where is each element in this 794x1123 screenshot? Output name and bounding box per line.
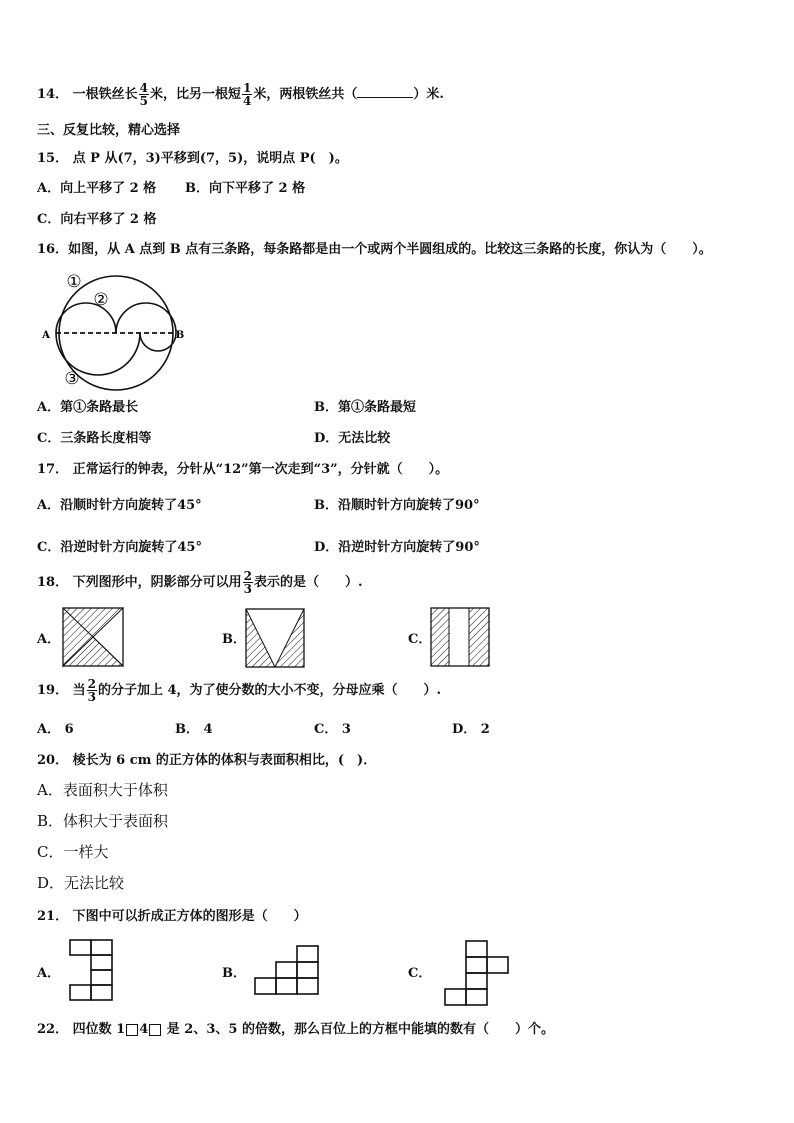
q18-option-c-label[interactable]: C． <box>408 632 432 647</box>
q19-option-a[interactable]: A． 6 <box>37 722 74 737</box>
q18-text-1: 18． 下列图形中，阴影部分可以用 <box>37 575 242 590</box>
q19-option-b[interactable]: B． 4 <box>175 722 213 737</box>
q22-ones-box[interactable] <box>149 1024 161 1036</box>
q16-option-b[interactable]: B．第①条路最短 <box>314 400 416 415</box>
q18-fraction: $\frac{2}{3}$ <box>243 569 252 596</box>
q14-number: 14． <box>37 87 69 102</box>
q14-text-2: 米，比另一根短 <box>150 87 242 102</box>
q17-option-c[interactable]: C．沿逆时针方向旋转了45° <box>37 540 202 555</box>
q22-text-2: 4 <box>139 1022 149 1037</box>
q20-option-d[interactable]: D．无法比较 <box>37 874 125 892</box>
q14-text-4: ）米. <box>413 87 444 102</box>
q17-option-d[interactable]: D．沿逆时针方向旋转了90° <box>314 540 480 555</box>
question-22-stem <box>37 1018 554 1037</box>
q21-option-a-label[interactable]: A． <box>37 966 61 981</box>
q19-fraction: $\frac{2}{3}$ <box>87 677 96 704</box>
q16-option-d[interactable]: D．无法比较 <box>314 431 391 446</box>
q21-option-b-label[interactable]: B． <box>222 966 246 981</box>
q20-option-b[interactable]: B．体积大于表面积 <box>37 812 169 830</box>
q14-answer-blank[interactable] <box>357 85 413 98</box>
q15-option-a[interactable]: A．向上平移了 2 格 <box>37 181 157 196</box>
q15-option-b[interactable]: B．向下平移了 2 格 <box>185 181 306 196</box>
q14-text-3: 米，两根铁丝共（ <box>253 87 358 102</box>
q16-option-c[interactable]: C．三条路长度相等 <box>37 431 152 446</box>
question-15-stem: 15． 点 P 从(7，3)平移到(7，5)，说明点 P( )。 <box>37 151 348 166</box>
q19-option-c[interactable]: C． 3 <box>314 722 351 737</box>
q16-label-path-3: ③ <box>64 369 80 389</box>
question-14 <box>37 82 444 107</box>
q18-option-a-label[interactable]: A． <box>37 632 61 647</box>
q16-label-b: B <box>175 330 185 341</box>
q16-option-a[interactable]: A．第①条路最长 <box>37 400 139 415</box>
q16-label-path-1: ① <box>66 272 82 292</box>
q15-option-c[interactable]: C．向右平移了 2 格 <box>37 212 157 227</box>
q21-net-b[interactable] <box>255 946 321 996</box>
q18-figure-b[interactable] <box>246 609 304 667</box>
q18-option-b-label[interactable]: B． <box>222 632 246 647</box>
q16-label-a: A <box>42 330 50 341</box>
q20-option-a[interactable]: A．表面积大于体积 <box>37 781 168 799</box>
question-18-stem <box>37 570 363 595</box>
q20-option-c[interactable]: C．一样大 <box>37 843 109 861</box>
q14-text-1: 一根铁丝长 <box>72 87 138 102</box>
q19-option-d[interactable]: D． 2 <box>452 722 490 737</box>
q14-fraction-1: $\frac{4}{5}$ <box>139 81 148 108</box>
q22-text-3: 是 2、3、5 的倍数，那么百位上的方框中能填的数有（ ）个。 <box>162 1022 554 1037</box>
q18-figure-c[interactable] <box>431 608 489 666</box>
q22-hundreds-box[interactable] <box>126 1024 138 1036</box>
question-21-stem: 21． 下图中可以折成正方体的图形是（ ） <box>37 909 307 924</box>
q22-text-1: 22． 四位数 1 <box>37 1022 126 1037</box>
q21-net-c[interactable] <box>445 941 513 1007</box>
q21-option-c-label[interactable]: C． <box>408 966 432 981</box>
q18-text-2: 表示的是（ ）. <box>253 575 363 590</box>
q19-text-2: 的分子加上 4，为了使分数的大小不变，分母应乘（ ）. <box>97 683 442 698</box>
q19-text-1: 19． 当 <box>37 683 86 698</box>
q17-option-b[interactable]: B．沿顺时针方向旋转了90° <box>314 498 480 513</box>
q21-net-a[interactable] <box>70 940 114 1004</box>
q17-option-a[interactable]: A．沿顺时针方向旋转了45° <box>37 498 202 513</box>
question-20-stem: 20． 棱长为 6 cm 的正方体的体积与表面积相比，( )． <box>37 753 377 768</box>
question-16-stem: 16．如图，从 A 点到 B 点有三条路，每条路都是由一个或两个半圆组成的。比较这三条路的长度，你认为（ ）。 <box>37 242 712 257</box>
question-19-stem <box>37 678 441 703</box>
q16-semicircle-figure <box>40 266 190 388</box>
q16-label-path-2: ② <box>93 290 109 310</box>
q14-fraction-2: $\frac{1}{4}$ <box>243 81 252 108</box>
question-17-stem: 17． 正常运行的钟表，分针从“12”第一次走到“3”，分针就（ ）。 <box>37 462 449 477</box>
section-3-title: 三、反复比较，精心选择 <box>37 123 181 138</box>
q18-figure-a[interactable] <box>63 608 123 666</box>
